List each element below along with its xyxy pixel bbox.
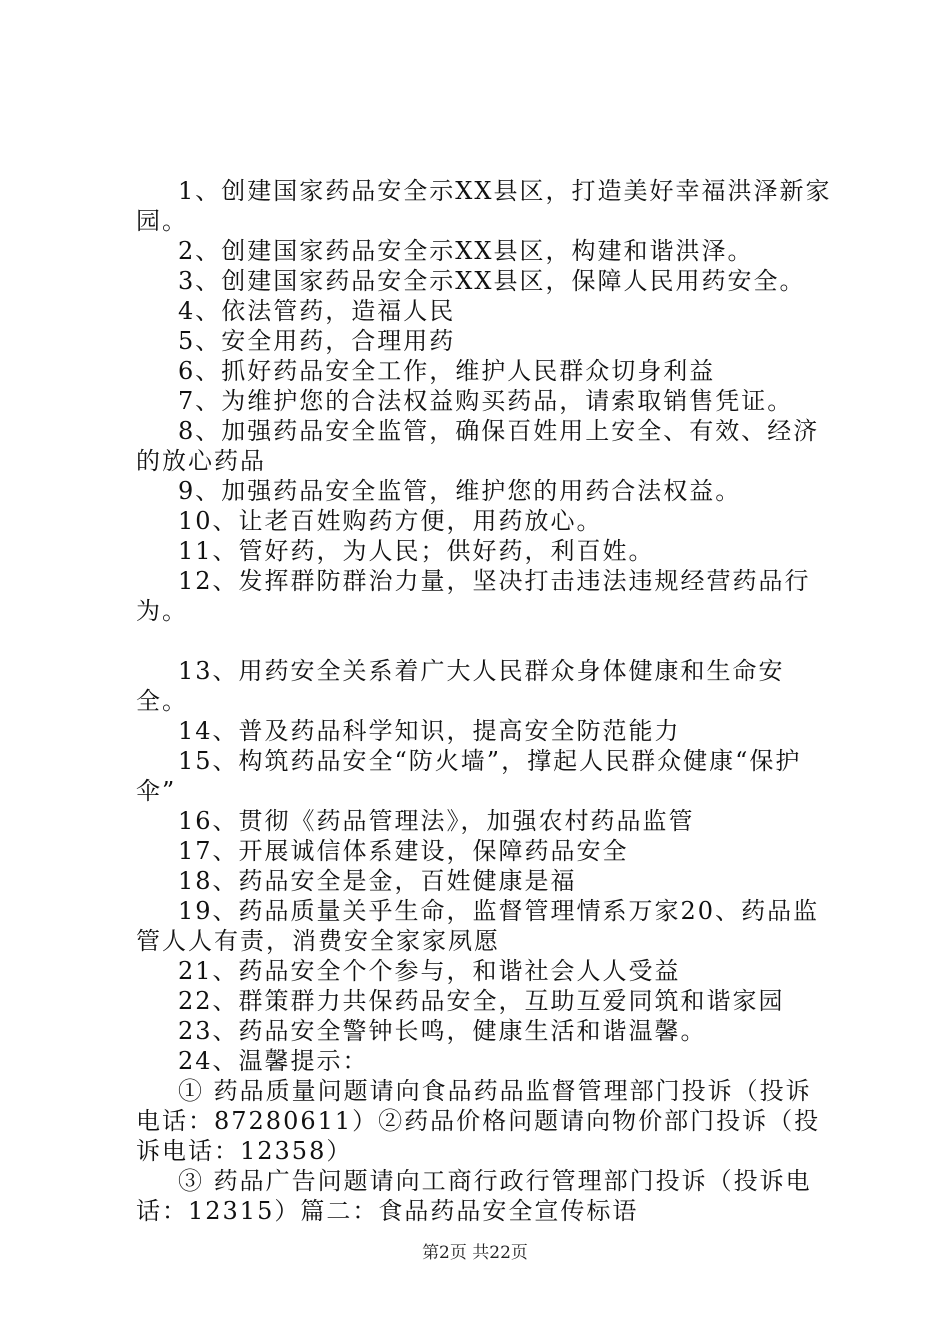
paragraph-18: 18、药品安全是金，百姓健康是福 (178, 867, 577, 895)
paragraph-8: 8、加强药品安全监管，确保百姓用上安全、有效、经济的放心药品 (136, 417, 820, 475)
paragraph-11: 11、管好药，为人民；供好药，利百姓。 (178, 537, 655, 565)
paragraph-19: 19、药品质量关乎生命，监督管理情系万家20、药品监管人人有责，消费安全家家夙愿 (136, 897, 820, 955)
paragraph-2: 2、创建国家药品安全示XX县区，构建和谐洪泽。 (178, 237, 754, 265)
tip-paragraph-2: ③ 药品广告问题请向工商行政行管理部门投诉（投诉电话：12315）篇二：食品药品安全宣传标语 (136, 1167, 812, 1225)
paragraph-13: 13、用药安全关系着广大人民群众身体健康和生命安全。 (136, 657, 785, 715)
paragraph-3: 3、创建国家药品安全示XX县区，保障人民用药安全。 (178, 267, 806, 295)
paragraph-gap (136, 626, 836, 656)
paragraph-16: 16、贯彻《药品管理法》，加强农村药品监管 (178, 807, 695, 835)
paragraph-23: 23、药品安全警钟长鸣，健康生活和谐温馨。 (178, 1017, 707, 1045)
paragraph-17: 17、开展诚信体系建设，保障药品安全 (178, 837, 629, 865)
paragraph-15: 15、构筑药品安全“防火墙”，撑起人民群众健康“保护伞” (136, 747, 802, 805)
paragraph-10: 10、让老百姓购药方便，用药放心。 (178, 507, 603, 535)
paragraph-5: 5、安全用药，合理用药 (178, 327, 456, 355)
paragraph-6: 6、抓好药品安全工作，维护人民群众切身利益 (178, 357, 716, 385)
paragraph-1: 1、创建国家药品安全示XX县区，打造美好幸福洪泽新家园。 (136, 177, 832, 235)
paragraph-12: 12、发挥群防群治力量，坚决打击违法违规经营药品行为。 (136, 567, 811, 625)
document-body (136, 176, 836, 1226)
paragraph-22: 22、群策群力共保药品安全，互助互爱同筑和谐家园 (178, 987, 785, 1015)
paragraph-4: 4、依法管药，造福人民 (178, 297, 456, 325)
tip-paragraph-1: ① 药品质量问题请向食品药品监督管理部门投诉（投诉电话：87280611）②药品价格问题请向物价部门投诉（投诉电话：12358） (136, 1077, 821, 1165)
paragraph-24: 24、温馨提示： (178, 1047, 369, 1075)
page-number-footer: 第2页 共22页 (422, 1243, 528, 1263)
paragraph-21: 21、药品安全个个参与，和谐社会人人受益 (178, 957, 681, 985)
paragraph-14: 14、普及药品科学知识，提高安全防范能力 (178, 717, 681, 745)
paragraph-9: 9、加强药品安全监管，维护您的用药合法权益。 (178, 477, 742, 505)
paragraph-7: 7、为维护您的合法权益购买药品，请索取销售凭证。 (178, 387, 794, 415)
